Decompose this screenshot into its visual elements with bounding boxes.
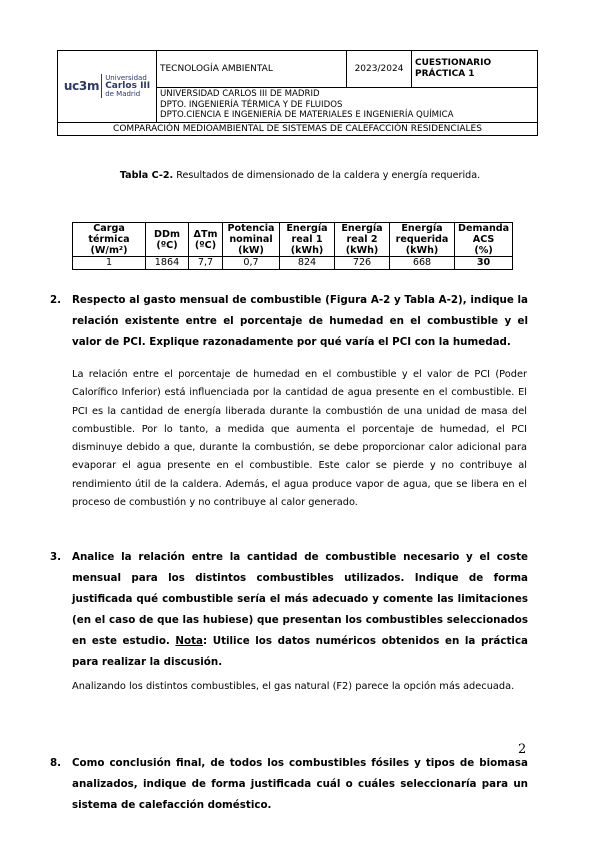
question-3 <box>50 547 528 673</box>
question-3-number: 3. <box>50 551 62 563</box>
table-caption: Tabla C-2. Resultados de dimensionado de la caldera y energía requerida. <box>119 170 481 181</box>
header-carga: Carga térmica (W/m²) <box>73 223 146 257</box>
answer-3: Analizando los distintos combustibles, el gas natural (F2) parece la opción más adecuada. <box>72 681 515 692</box>
university-logo <box>58 51 157 123</box>
header-demanda-acs: Demanda ACS (%) <box>455 223 513 257</box>
cell-demanda-acs: 30 <box>455 257 513 270</box>
question-3-text: Analice la relación entre la cantidad de combustible necesario y el coste mensual para los distintos combustibles utilizados. Indique de forma justificada qué combustible sería el más adecuado y comente las limitaciones (en el caso de que las hubiese) que presentan los combustibles seleccionados en este estudio. Nota: Utilice los datos numéricos obtenidos en la práctica para realizar la discusión. <box>72 551 528 668</box>
cell-potencia: 0,7 <box>223 257 280 270</box>
header-potencia: Potencia nominal (kW) <box>223 223 280 257</box>
document-subtitle: COMPARACIÓN MEDIOAMBIENTAL DE SISTEMAS DE CALEFACCIÓN RESIDENCIALES <box>58 122 538 135</box>
question-2-number: 2. <box>50 294 62 306</box>
header-ddm: DDm (ºC) <box>146 223 189 257</box>
table-row <box>73 257 513 270</box>
cell-energia-requerida: 668 <box>390 257 455 270</box>
question-2 <box>50 290 528 353</box>
question-8-number: 8. <box>50 757 62 769</box>
document-type: CUESTIONARIO PRÁCTICA 1 <box>412 51 538 88</box>
question-8-text: Como conclusión final, de todos los combustibles fósiles y tipos de biomasa analizados, indique de forma justificada cuál o cuáles seleccionaría para un sistema de calefacción doméstico. <box>72 757 528 811</box>
cell-energia-real-1: 824 <box>280 257 335 270</box>
cell-dtm: 7,7 <box>189 257 223 270</box>
question-2-text: Respecto al gasto mensual de combustible (Figura A-2 y Tabla A-2), indique la relación existente entre el porcentaje de humedad en el combustible y el valor de PCI. Explique razonadamente por qué varía el PCI con la humedad. <box>72 294 528 348</box>
header-energia-real-2: Energía real 2 (kWh) <box>335 223 390 257</box>
question-8 <box>50 753 528 816</box>
header-energia-real-1: Energía real 1 (kWh) <box>280 223 335 257</box>
note-label: Nota <box>175 635 203 647</box>
cell-ddm: 1864 <box>146 257 189 270</box>
results-table <box>72 222 513 270</box>
header-energia-requerida: Energía requerida (kWh) <box>390 223 455 257</box>
answer-2: La relación entre el porcentaje de humedad en el combustible y el valor de PCI (Poder Calorífico Inferior) está influenciada por la cantidad de agua presente en el combustible. El PCI es la cantidad de energía liberada durante la combustión de una unidad de masa del combustible. Por lo tanto, a medida que aumenta el porcentaje de humedad, el PCI disminuye debido a que, durante la combustión, se debe proporcionar calor adicional para evaporar el agua presente en el combustible. Este calor se pierde y no contribuye al rendimiento útil de la caldera. Además, el agua produce vapor de agua, que se libera en el proceso de combustión y no contribuye al calor generado. <box>72 369 527 509</box>
logo-uc3m: uc3m <box>63 79 100 94</box>
header-table <box>57 50 538 136</box>
department-info: UNIVERSIDAD CARLOS III DE MADRID DPTO. INGENIERÍA TÉRMICA Y DE FLUIDOS DPTO.CIENCIA E INGENIERÍA DE MATERIALES E INGENIERÍA QUÍMICA <box>157 88 538 123</box>
cell-energia-real-2: 726 <box>335 257 390 270</box>
course-name: TECNOLOGÍA AMBIENTAL <box>157 51 347 88</box>
logo-university-text: Universidad Carlos III de Madrid <box>101 74 150 98</box>
page-number: 2 <box>518 742 527 757</box>
table-header-row <box>73 223 513 257</box>
cell-carga: 1 <box>73 257 146 270</box>
academic-year: 2023/2024 <box>347 51 412 88</box>
header-dtm: ΔTm (ºC) <box>189 223 223 257</box>
